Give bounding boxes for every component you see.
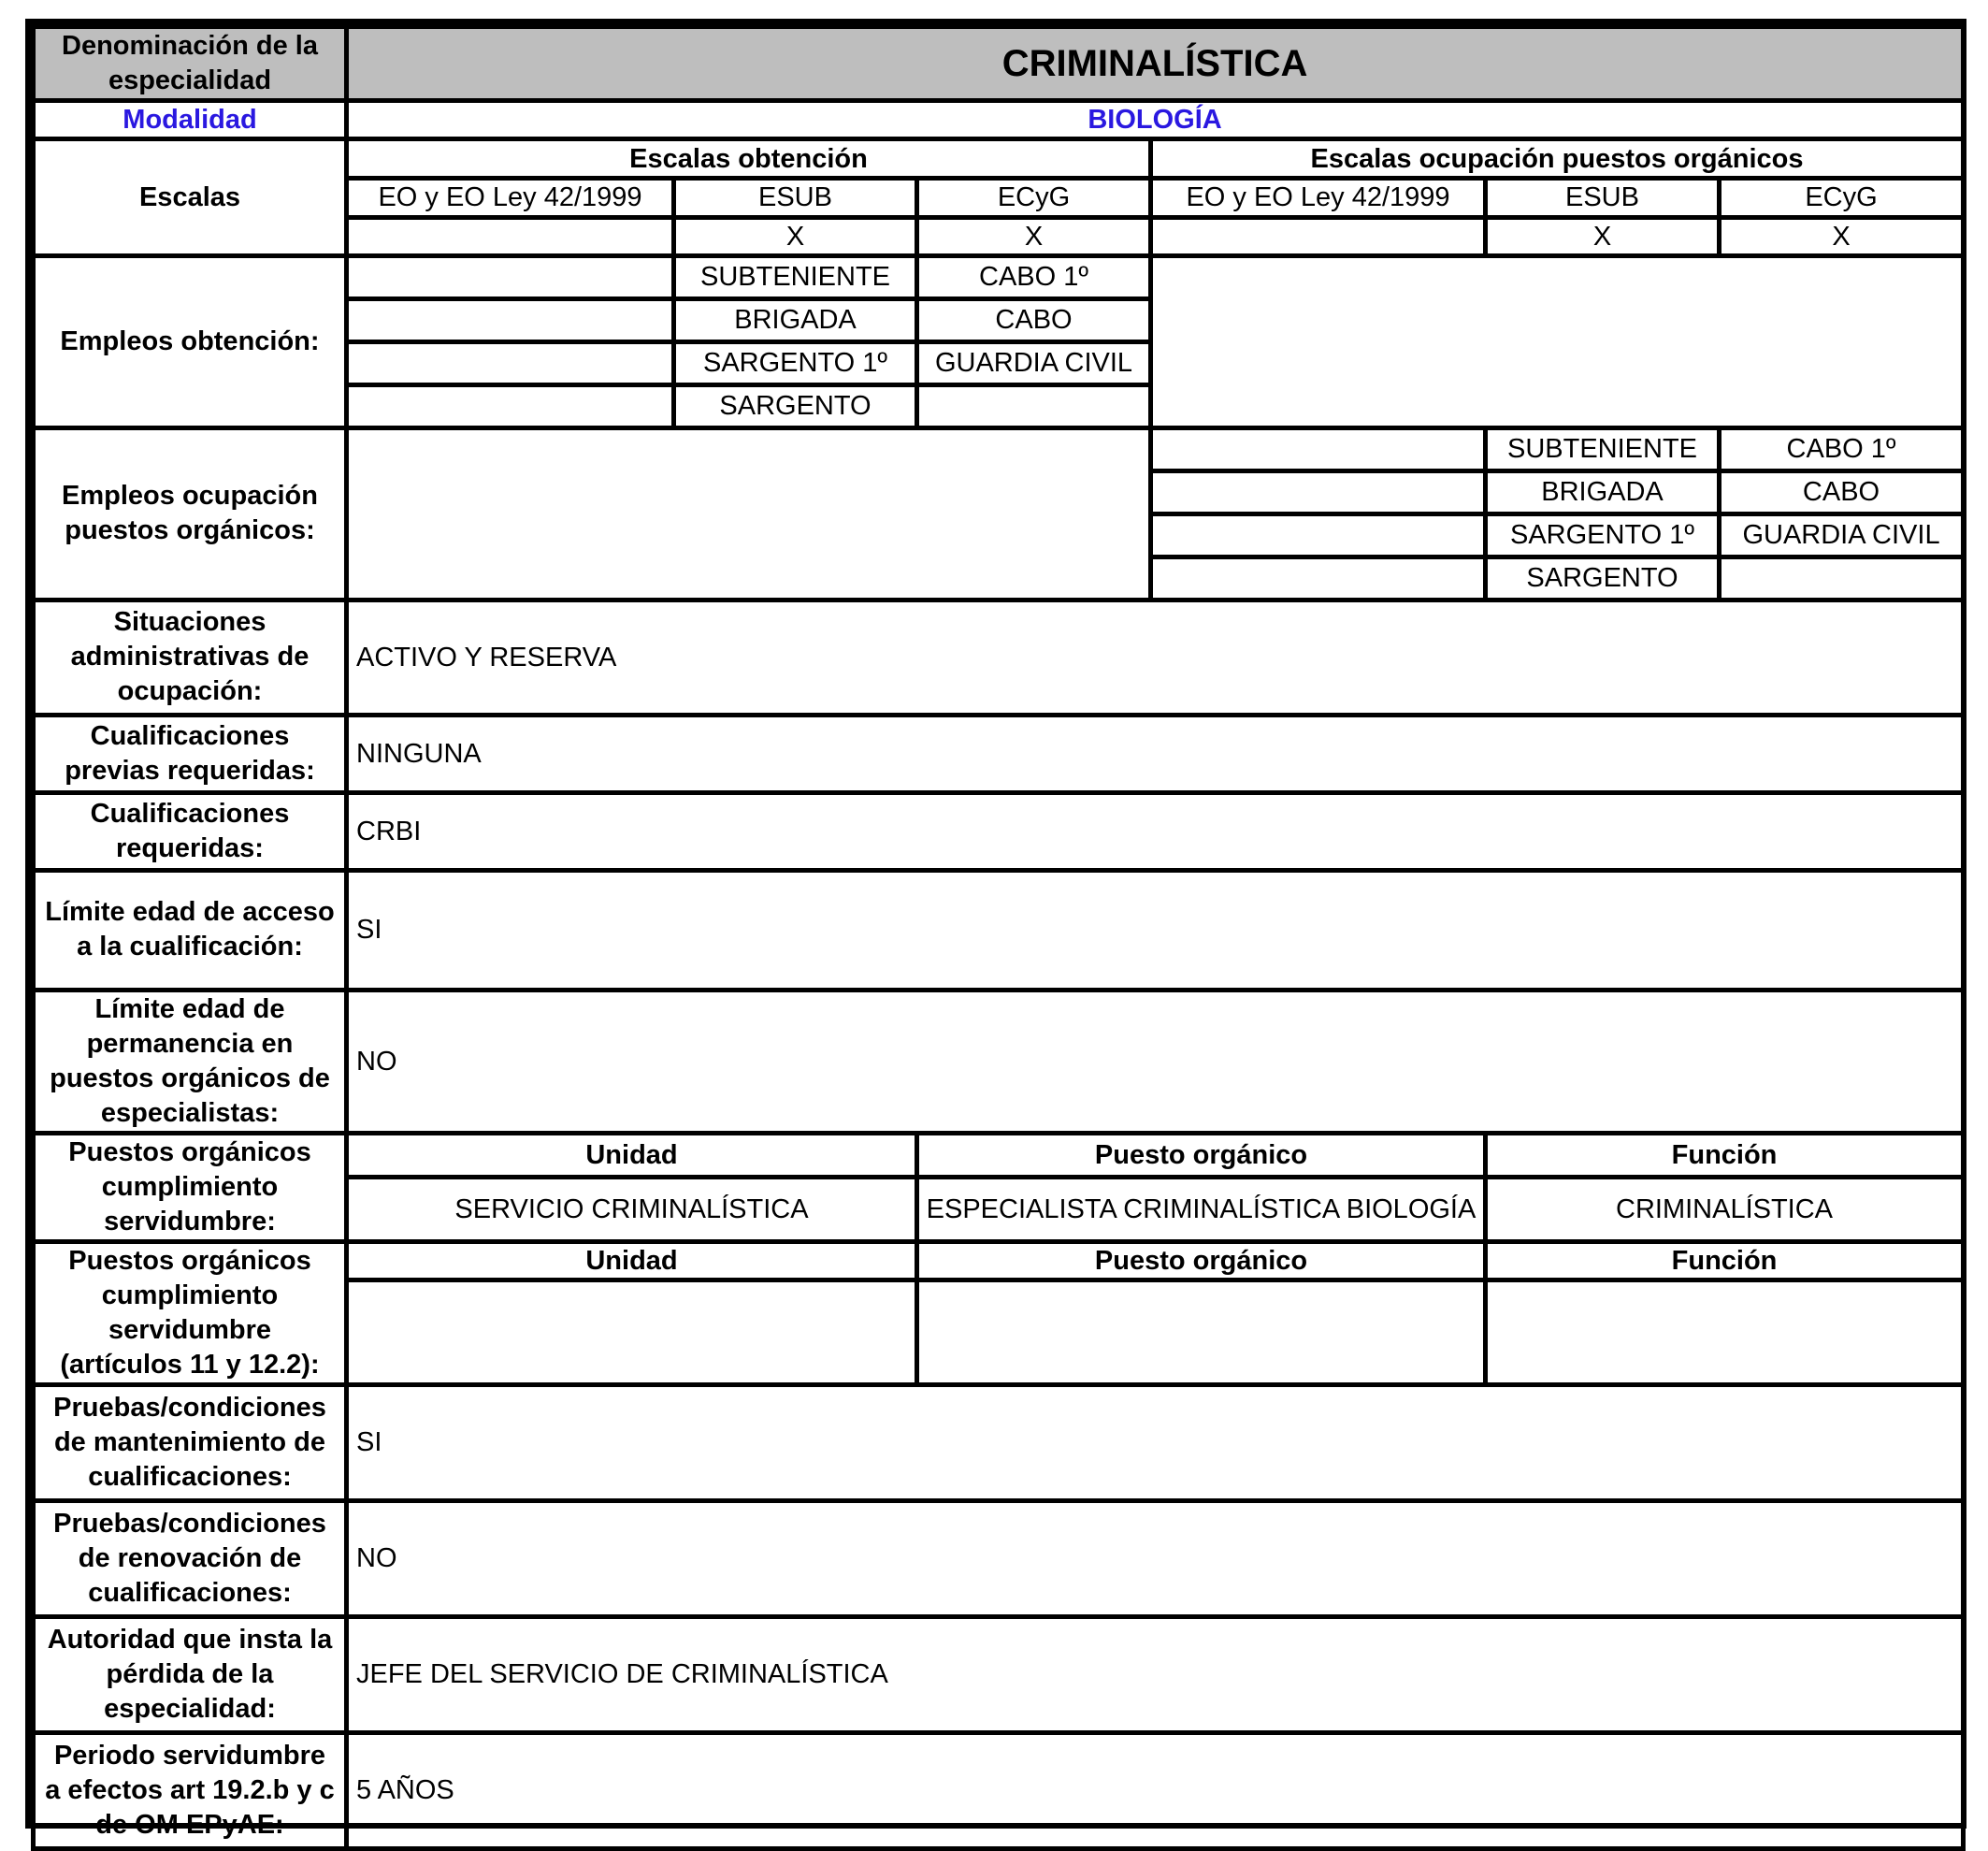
limite-acceso-row	[34, 870, 1964, 990]
puestos-puesto: ESPECIALISTA CRIMINALÍSTICA BIOLOGÍA	[917, 1178, 1486, 1242]
pruebas-renovacion-label: Pruebas/condiciones de renovación de cualificaciones:	[34, 1500, 347, 1616]
empleos-ocupacion-label: Empleos ocupación puestos orgánicos:	[34, 427, 347, 600]
empleo-cell: SARGENTO 1º	[1486, 513, 1720, 557]
puestos-header-funcion: Función	[1486, 1133, 1964, 1177]
empleo-cell: SARGENTO	[1486, 557, 1720, 600]
pruebas-renovacion-row	[34, 1500, 1964, 1616]
empleos-obtencion-row	[34, 255, 1964, 298]
limite-acceso-value: SI	[347, 870, 1964, 990]
empleos-obtencion-label: Empleos obtención:	[34, 255, 347, 427]
escala-ocupacion-mark: X	[1720, 217, 1964, 255]
puestos-articulos-unidad	[347, 1280, 917, 1384]
puestos-articulos-puesto	[917, 1280, 1486, 1384]
empleo-cell	[1151, 557, 1486, 600]
escala-ocupacion-col: ECyG	[1720, 179, 1964, 217]
empleos-obtencion-blank	[1151, 255, 1964, 427]
limite-acceso-label: Límite edad de acceso a la cualificación:	[34, 870, 347, 990]
autoridad-row	[34, 1616, 1964, 1732]
autoridad-label: Autoridad que insta la pérdida de la especialidad:	[34, 1616, 347, 1732]
puestos-articulos-funcion	[1486, 1280, 1964, 1384]
pruebas-mantenimiento-value: SI	[347, 1384, 1964, 1500]
empleo-cell: GUARDIA CIVIL	[917, 341, 1151, 384]
escalas-ocupacion-header: Escalas ocupación puestos orgánicos	[1151, 139, 1964, 179]
page-title: CRIMINALÍSTICA	[347, 27, 1964, 101]
escala-obtencion-mark: X	[917, 217, 1151, 255]
empleo-cell	[347, 384, 674, 427]
escala-obtencion-col: ECyG	[917, 179, 1151, 217]
empleo-cell: SUBTENIENTE	[674, 255, 917, 298]
empleo-cell	[917, 384, 1151, 427]
puestos-articulos-header-row	[34, 1241, 1964, 1280]
limite-permanencia-value: NO	[347, 990, 1964, 1133]
escala-ocupacion-mark: X	[1486, 217, 1720, 255]
puestos-articulos-label: Puestos orgánicos cumplimiento servidumbre (artículos 11 y 12.2):	[34, 1241, 347, 1384]
empleo-cell: BRIGADA	[674, 298, 917, 341]
puestos-unidad: SERVICIO CRIMINALÍSTICA	[347, 1178, 917, 1242]
empleo-cell	[347, 298, 674, 341]
escala-ocupacion-mark	[1151, 217, 1486, 255]
empleo-cell: CABO	[917, 298, 1151, 341]
escala-obtencion-mark: X	[674, 217, 917, 255]
denominacion-label: Denominación de la especialidad	[34, 27, 347, 101]
puestos-funcion: CRIMINALÍSTICA	[1486, 1178, 1964, 1242]
escala-obtencion-col: EO y EO Ley 42/1999	[347, 179, 674, 217]
cualif-previas-label: Cualificaciones previas requeridas:	[34, 715, 347, 792]
pruebas-mantenimiento-label: Pruebas/condiciones de mantenimiento de cualificaciones:	[34, 1384, 347, 1500]
empleo-cell: GUARDIA CIVIL	[1720, 513, 1964, 557]
cualif-requeridas-label: Cualificaciones requeridas:	[34, 792, 347, 870]
empleo-cell	[1151, 470, 1486, 513]
empleo-cell	[1151, 513, 1486, 557]
modalidad-value: BIOLOGÍA	[347, 101, 1964, 139]
pruebas-mantenimiento-row	[34, 1384, 1964, 1500]
escala-ocupacion-col: ESUB	[1486, 179, 1720, 217]
limite-permanencia-row	[34, 990, 1964, 1133]
situaciones-value: ACTIVO Y RESERVA	[347, 600, 1964, 715]
empleo-cell	[347, 341, 674, 384]
periodo-label: Periodo servidumbre a efectos art 19.2.b y c de OM EPyAE:	[34, 1732, 347, 1848]
empleos-ocupacion-blank	[347, 427, 1151, 600]
situaciones-label: Situaciones administrativas de ocupación:	[34, 600, 347, 715]
autoridad-value: JEFE DEL SERVICIO DE CRIMINALÍSTICA	[347, 1616, 1964, 1732]
empleo-cell: CABO 1º	[917, 255, 1151, 298]
escala-obtencion-col: ESUB	[674, 179, 917, 217]
header-row	[34, 27, 1964, 101]
situaciones-row	[34, 600, 1964, 715]
cualif-requeridas-row	[34, 792, 1964, 870]
empleo-cell: SUBTENIENTE	[1486, 427, 1720, 470]
periodo-value: 5 AÑOS	[347, 1732, 1964, 1848]
specialty-table	[31, 24, 1966, 1851]
empleo-cell: BRIGADA	[1486, 470, 1720, 513]
empleo-cell	[347, 255, 674, 298]
limite-permanencia-label: Límite edad de permanencia en puestos orgánicos de especialistas:	[34, 990, 347, 1133]
empleo-cell: CABO 1º	[1720, 427, 1964, 470]
escalas-obtencion-header: Escalas obtención	[347, 139, 1151, 179]
cualif-requeridas-value: CRBI	[347, 792, 1964, 870]
modalidad-row	[34, 101, 1964, 139]
cualif-previas-value: NINGUNA	[347, 715, 1964, 792]
escala-ocupacion-col: EO y EO Ley 42/1999	[1151, 179, 1486, 217]
puestos-articulos-header-unidad: Unidad	[347, 1241, 917, 1280]
puestos-header-puesto: Puesto orgánico	[917, 1133, 1486, 1177]
cualif-previas-row	[34, 715, 1964, 792]
empleo-cell	[1720, 557, 1964, 600]
empleos-ocupacion-row	[34, 427, 1964, 470]
escalas-label: Escalas	[34, 139, 347, 256]
empleo-cell	[1151, 427, 1486, 470]
escalas-header-row	[34, 139, 1964, 179]
escala-obtencion-mark	[347, 217, 674, 255]
modalidad-label: Modalidad	[34, 101, 347, 139]
puestos-servidumbre-label: Puestos orgánicos cumplimiento servidumbre:	[34, 1133, 347, 1241]
empleo-cell: SARGENTO 1º	[674, 341, 917, 384]
puestos-articulos-header-puesto: Puesto orgánico	[917, 1241, 1486, 1280]
empleo-cell: SARGENTO	[674, 384, 917, 427]
puestos-header-unidad: Unidad	[347, 1133, 917, 1177]
pruebas-renovacion-value: NO	[347, 1500, 1964, 1616]
empleo-cell: CABO	[1720, 470, 1964, 513]
specialty-sheet	[25, 19, 1966, 1840]
puestos-servidumbre-header-row	[34, 1133, 1964, 1177]
puestos-articulos-header-funcion: Función	[1486, 1241, 1964, 1280]
periodo-row	[34, 1732, 1964, 1848]
